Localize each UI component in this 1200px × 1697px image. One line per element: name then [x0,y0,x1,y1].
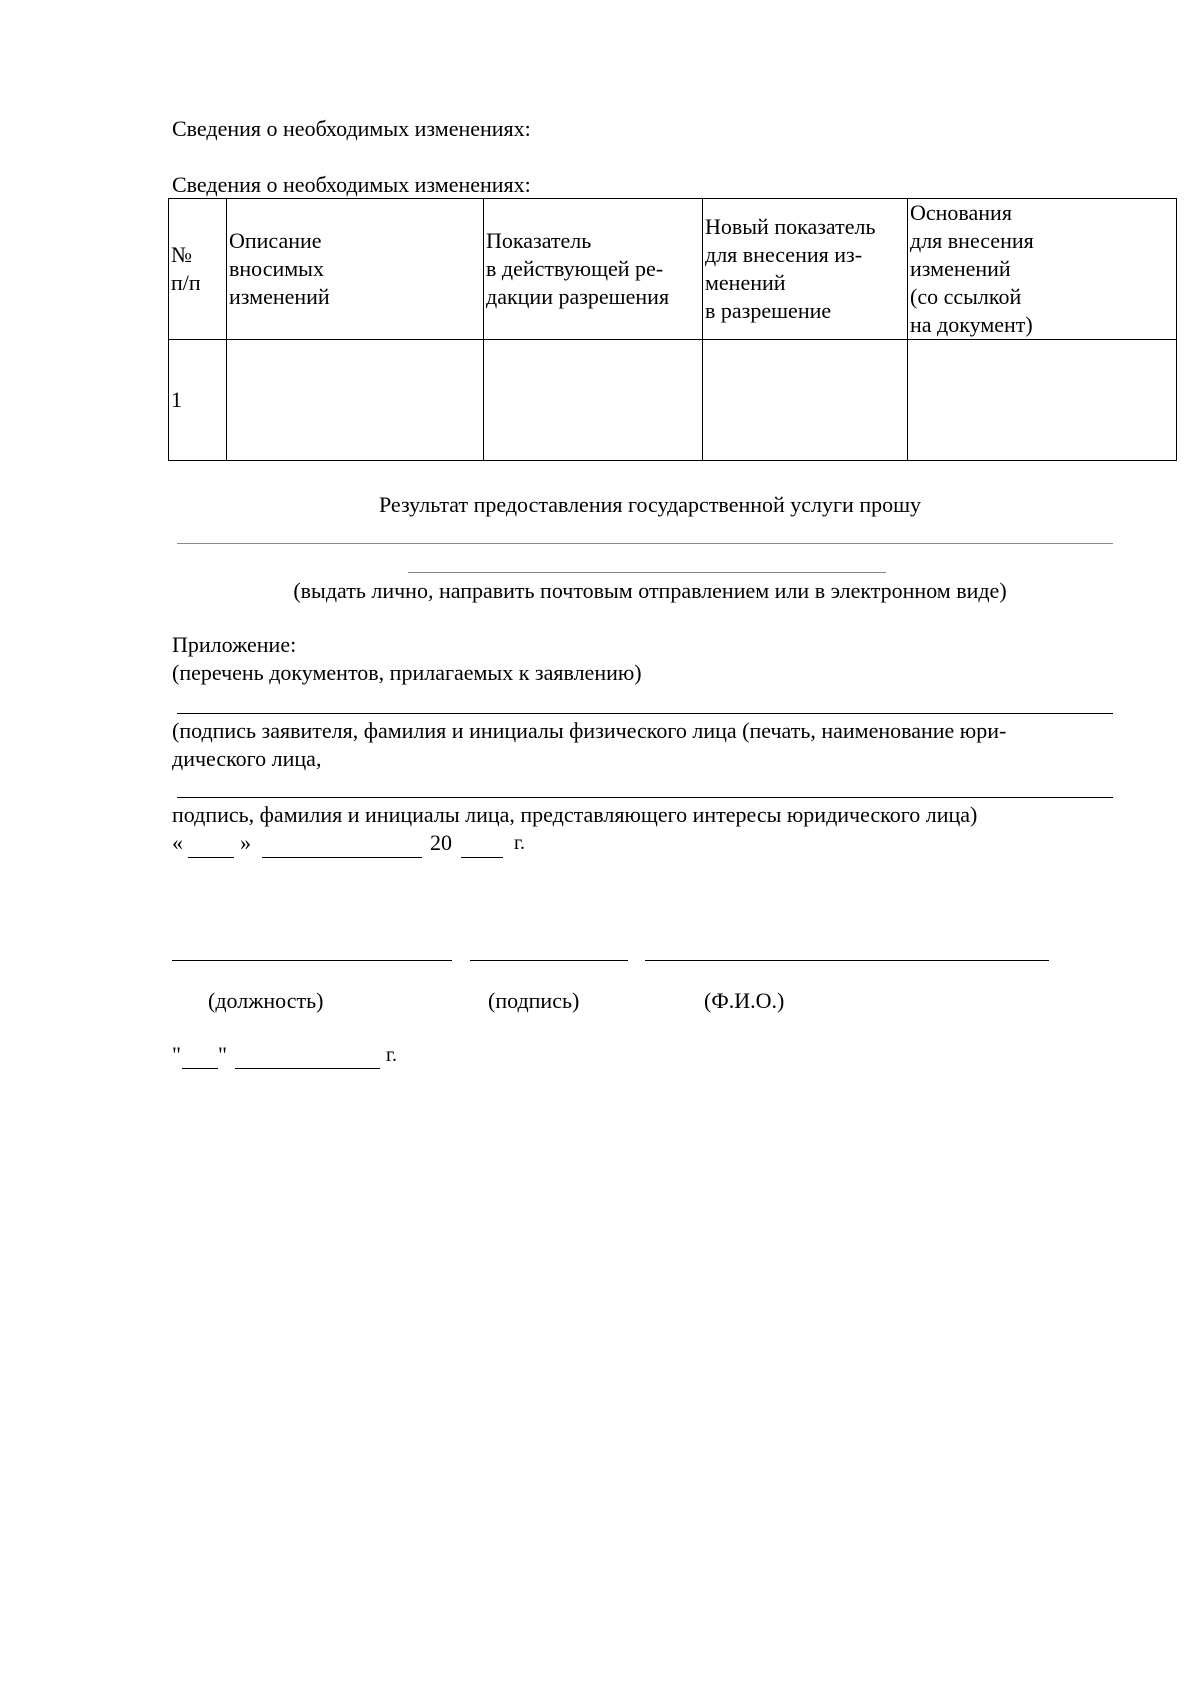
signature-label: (подпись) [488,988,580,1013]
section-heading: Сведения о необходимых изменениях: [172,116,531,141]
table-cell[interactable] [703,340,908,461]
signature-hint-line-1: (подпись заявителя, фамилия и инициалы физического лица (печать, наименование юри- [172,718,1007,743]
table-row [169,340,1177,461]
table-cell[interactable] [908,340,1177,461]
date2-close-quote: " [218,1042,227,1067]
date2-open-quote: " [172,1042,181,1067]
full-name-label: (Ф.И.О.) [704,988,785,1013]
signature-field[interactable] [470,960,628,961]
column-header-current-value: Показатель в действующей ре- дакции разрешения [484,199,703,340]
position-field[interactable] [172,960,452,961]
table-cell[interactable]: 1 [169,340,227,461]
date-day-field[interactable] [188,857,234,858]
position-label: (должность) [208,988,324,1013]
date-century: 20 [430,830,452,855]
date2-month-field[interactable] [235,1068,380,1069]
date-close-quote: » [240,830,251,855]
representative-signature-field[interactable] [177,797,1113,798]
attachment-hint: (перечень документов, прилагаемых к заявлению) [172,660,642,685]
column-header-number: № п/п [169,199,227,340]
changes-table [168,198,1177,461]
date-year-suffix: г. [514,832,525,854]
signature-hint-line-2: дического лица, [172,746,322,771]
column-header-description: Описание вносимых изменений [227,199,484,340]
attachment-label: Приложение: [172,632,297,657]
column-header-new-value: Новый показатель для внесения из- менений в разрешение [703,199,908,340]
full-name-field[interactable] [645,960,1049,961]
result-request-text: Результат предоставления государственной услуги прошу [378,492,922,517]
date2-year-suffix: г. [386,1044,397,1066]
date-year-field[interactable] [461,857,503,858]
attachment-field[interactable] [177,713,1113,714]
result-method-field-2[interactable] [408,572,886,573]
delivery-hint: (выдать лично, направить почтовым отправлением или в электронном виде) [293,578,1007,603]
table-cell[interactable] [227,340,484,461]
date2-day-field[interactable] [182,1068,218,1069]
column-header-grounds: Основания для внесения изменений (со ссылкой на документ) [908,199,1177,340]
date-open-quote: « [172,830,183,855]
date-month-field[interactable] [262,857,422,858]
table-caption: Сведения о необходимых изменениях: [172,172,531,197]
signature-hint-line-3: подпись, фамилия и инициалы лица, представляющего интересы юридического лица) [172,802,978,827]
table-cell[interactable] [484,340,703,461]
table-header-row [169,199,1177,340]
result-method-field[interactable] [177,543,1113,544]
